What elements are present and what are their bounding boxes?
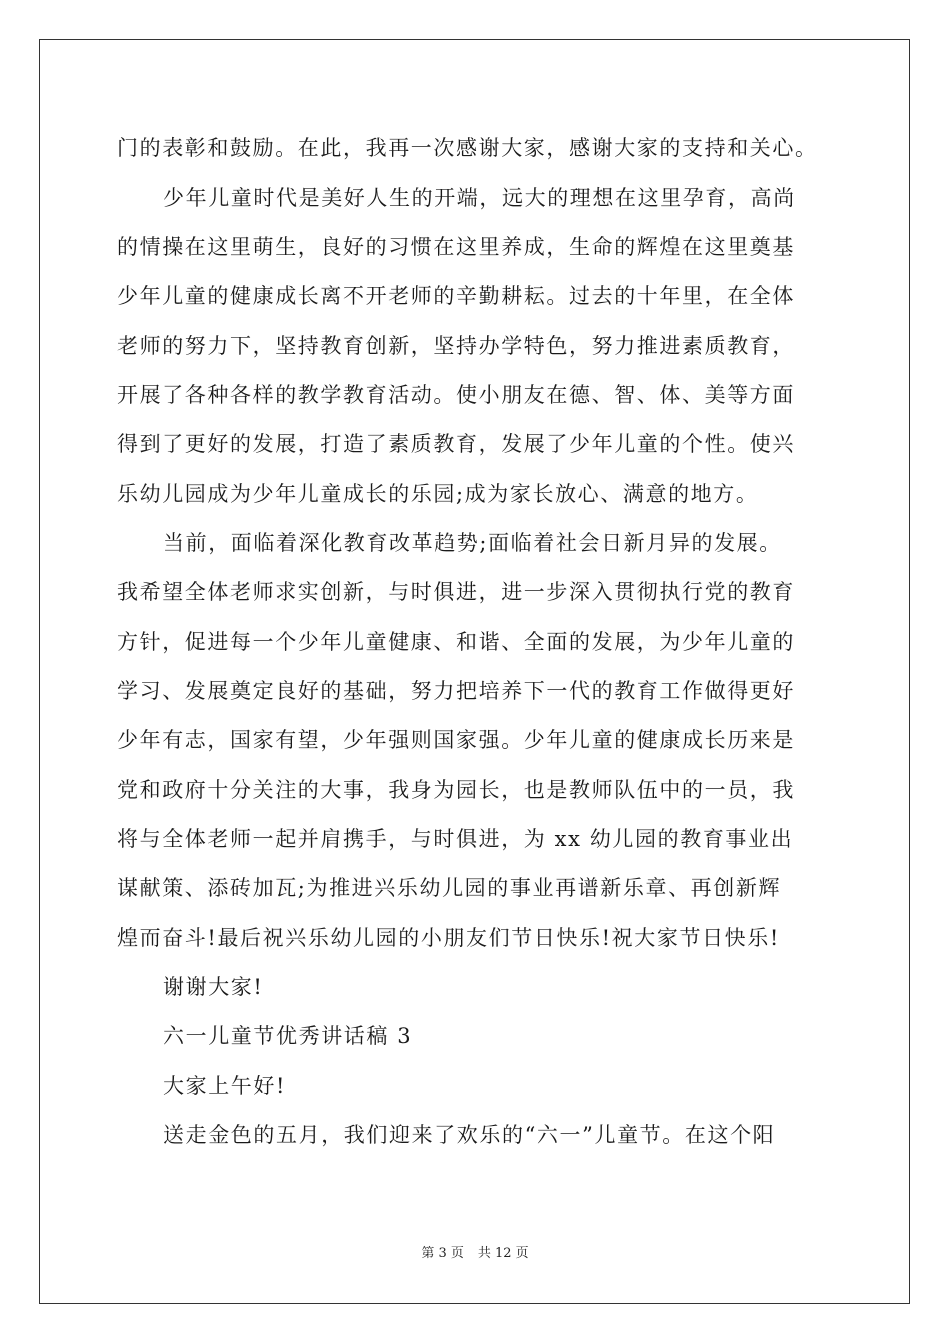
text-line: 方针，促进每一个少年儿童健康、和谐、全面的发展，为少年儿童的 bbox=[117, 630, 795, 654]
page-total: 共 12 页 bbox=[477, 1246, 529, 1261]
text-line: 少年儿童的健康成长离不开老师的辛勤耕耘。过去的十年里，在全体 bbox=[117, 284, 795, 308]
text-line: 大家上午好! bbox=[163, 1074, 287, 1098]
text-line: 得到了更好的发展，打造了素质教育，发展了少年儿童的个性。使兴 bbox=[117, 432, 795, 456]
text-line: 门的表彰和鼓励。在此，我再一次感谢大家，感谢大家的支持和关心。 bbox=[117, 136, 818, 160]
text-line: 老师的努力下，坚持教育创新，坚持办学特色，努力推进素质教育， bbox=[117, 334, 795, 358]
page-footer bbox=[0, 1246, 950, 1262]
text-line: 开展了各种各样的教学教育活动。使小朋友在德、智、体、美等方面 bbox=[117, 383, 795, 407]
text-line: 谋献策、添砖加瓦;为推进兴乐幼儿园的事业再谱新乐章、再创新辉 bbox=[117, 876, 782, 900]
text-line: 将与全体老师一起并肩携手，与时俱进，为 xx 幼儿园的教育事业出 bbox=[117, 827, 794, 851]
text-line: 少年儿童时代是美好人生的开端，远大的理想在这里孕育，高尚 bbox=[163, 186, 796, 210]
text-line: 谢谢大家! bbox=[163, 975, 264, 999]
text-line: 乐幼儿园成为少年儿童成长的乐园;成为家长放心、满意的地方。 bbox=[117, 482, 759, 506]
text-line: 的情操在这里萌生，良好的习惯在这里养成，生命的辉煌在这里奠基 bbox=[117, 235, 795, 259]
page-number: 第 3 页 bbox=[421, 1246, 464, 1261]
text-line: 少年有志，国家有望，少年强则国家强。少年儿童的健康成长历来是 bbox=[117, 728, 795, 752]
section-heading: 六一儿童节优秀讲话稿 3 bbox=[163, 1024, 413, 1048]
text-line: 我希望全体老师求实创新，与时俱进，进一步深入贯彻执行党的教育 bbox=[117, 580, 795, 604]
page-border bbox=[39, 39, 910, 1304]
text-line: 学习、发展奠定良好的基础，努力把培养下一代的教育工作做得更好 bbox=[117, 679, 795, 703]
text-line: 送走金色的五月，我们迎来了欢乐的“六一”儿童节。在这个阳 bbox=[163, 1123, 776, 1147]
text-line: 煌而奋斗!最后祝兴乐幼儿园的小朋友们节日快乐!祝大家节日快乐! bbox=[117, 926, 780, 950]
text-line: 党和政府十分关注的大事，我身为园长，也是教师队伍中的一员，我 bbox=[117, 778, 795, 802]
text-line: 当前，面临着深化教育改革趋势;面临着社会日新月异的发展。 bbox=[163, 531, 782, 555]
